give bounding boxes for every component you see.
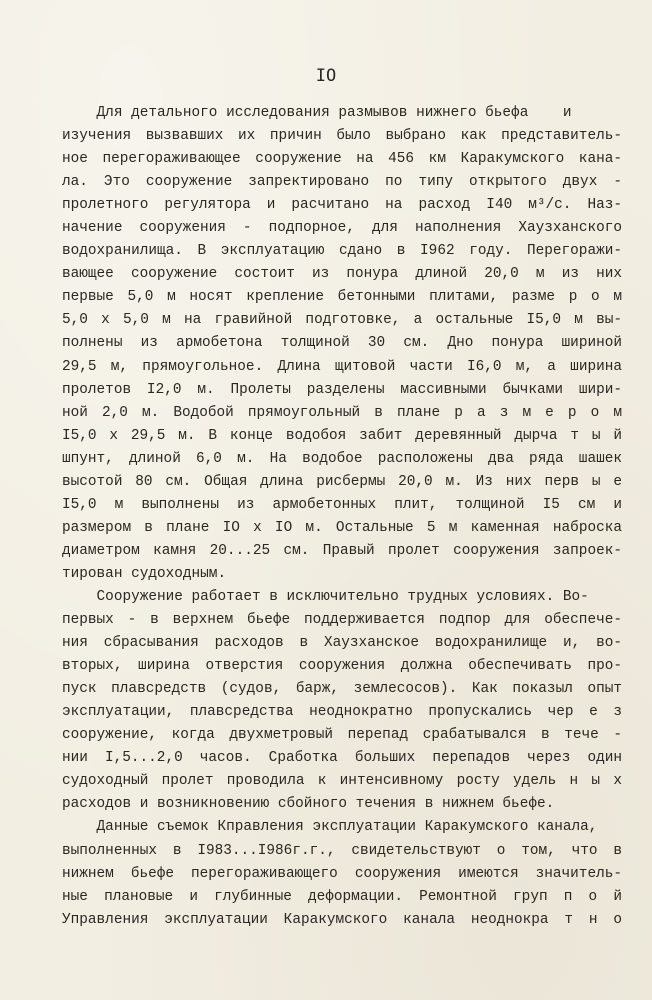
text-line: высотой 80 см. Общая длина рисбермы 20,0 м. Из них перв ы е — [62, 473, 622, 490]
text-line: пролетов I2,0 м. Пролеты разделены массивными бычками шири- — [62, 381, 622, 398]
text-line: 5,0 х 5,0 м на гравийной подготовке, а остальные I5,0 м вы- — [62, 312, 622, 329]
text-line: ния сбрасывания расходов в Хаузханское водохранилище и, во- — [62, 635, 622, 652]
text-line: I5,0 х 29,5 м. В конце водобоя забит деревянный дырча т ы й — [62, 427, 622, 444]
body-text — [62, 102, 622, 932]
text-line: I5,0 м выполнены из армобетонных плит, толщиной I5 см и — [62, 496, 622, 513]
text-line: ное перегораживающее сооружение на 456 км Каракумского кана- — [62, 151, 622, 168]
text-line: Управления эксплуатации Каракумского канала неоднокра т н о — [62, 911, 622, 928]
text-line: Данные съемок Кправления эксплуатации Каракумского канала, — [62, 819, 598, 836]
text-line: диаметром камня 20...25 см. Правый пролет сооружения запроек- — [62, 542, 622, 559]
text-line: тирован судоходным. — [62, 565, 227, 582]
text-line: вающее сооружение состоит из понура длиной 20,0 м из них — [62, 266, 622, 283]
text-line: пуск плавсредств (судов, барж, землесосов). Как показыл опыт — [62, 681, 622, 698]
text-line: ные плановые и глубинные деформации. Ремонтной груп п о й — [62, 888, 622, 905]
text-line: размером в плане IO х IO м. Остальные 5 м каменная наброска — [62, 519, 622, 536]
text-line: ной 2,0 м. Водобой прямоугольный в плане р а з м е р о м — [62, 404, 622, 421]
text-line: шпунт, длиной 6,0 м. На водобое расположены два ряда шашек — [62, 450, 622, 467]
text-line: расходов и возникновению сбойного течения в нижнем бьефе. — [62, 796, 555, 813]
text-line: начение сооружения - подпорное, для наполнения Хаузханского — [62, 220, 622, 237]
text-line: сооружение, когда двухметровый перепад срабатывался в тече - — [62, 727, 622, 744]
text-line: первых - в верхнем бьефе поддерживается подпор для обеспече- — [62, 612, 622, 629]
text-line: первые 5,0 м носят крепление бетонными плитами, разме р о м — [62, 289, 622, 306]
text-line: полнены из армобетона толщиной 30 см. Дно понура шириной — [62, 335, 622, 352]
text-line: нии I,5...2,0 часов. Сработка больших перепадов через один — [62, 750, 622, 767]
text-line: вторых, ширина отверстия сооружения должна обеспечивать про- — [62, 658, 622, 675]
text-line: изучения вызвавших их причин было выбрано как представитель- — [62, 128, 622, 145]
text-line: выполненных в I983...I986г.г., свидетельствуют о том, что в — [62, 842, 622, 859]
text-line: судоходный пролет проводила к интенсивному росту удель н ы х — [62, 773, 622, 790]
text-line: 29,5 м, прямоугольное. Длина щитовой части I6,0 м, а ширина — [62, 358, 622, 375]
text-line: эксплуатации, плавсредства неоднократно пропускались чер е з — [62, 704, 622, 721]
text-line: нижнем бьефе перегораживающего сооружения имеются значитель- — [62, 865, 622, 882]
page-number: IO — [315, 66, 337, 86]
text-line: водохранилища. В эксплуатацию сдано в I962 году. Перегоражи- — [62, 243, 622, 260]
text-line: ла. Это сооружение запректировано по типу открытого двух - — [62, 174, 622, 191]
text-line: Сооружение работает в исключительно трудных условиях. Во- — [62, 588, 589, 605]
text-line: Для детального исследования размывов нижнего бьефа и — [62, 105, 572, 121]
text-line: пролетного регулятора и расчитано на расход I40 м³/с. Наз- — [62, 197, 622, 214]
